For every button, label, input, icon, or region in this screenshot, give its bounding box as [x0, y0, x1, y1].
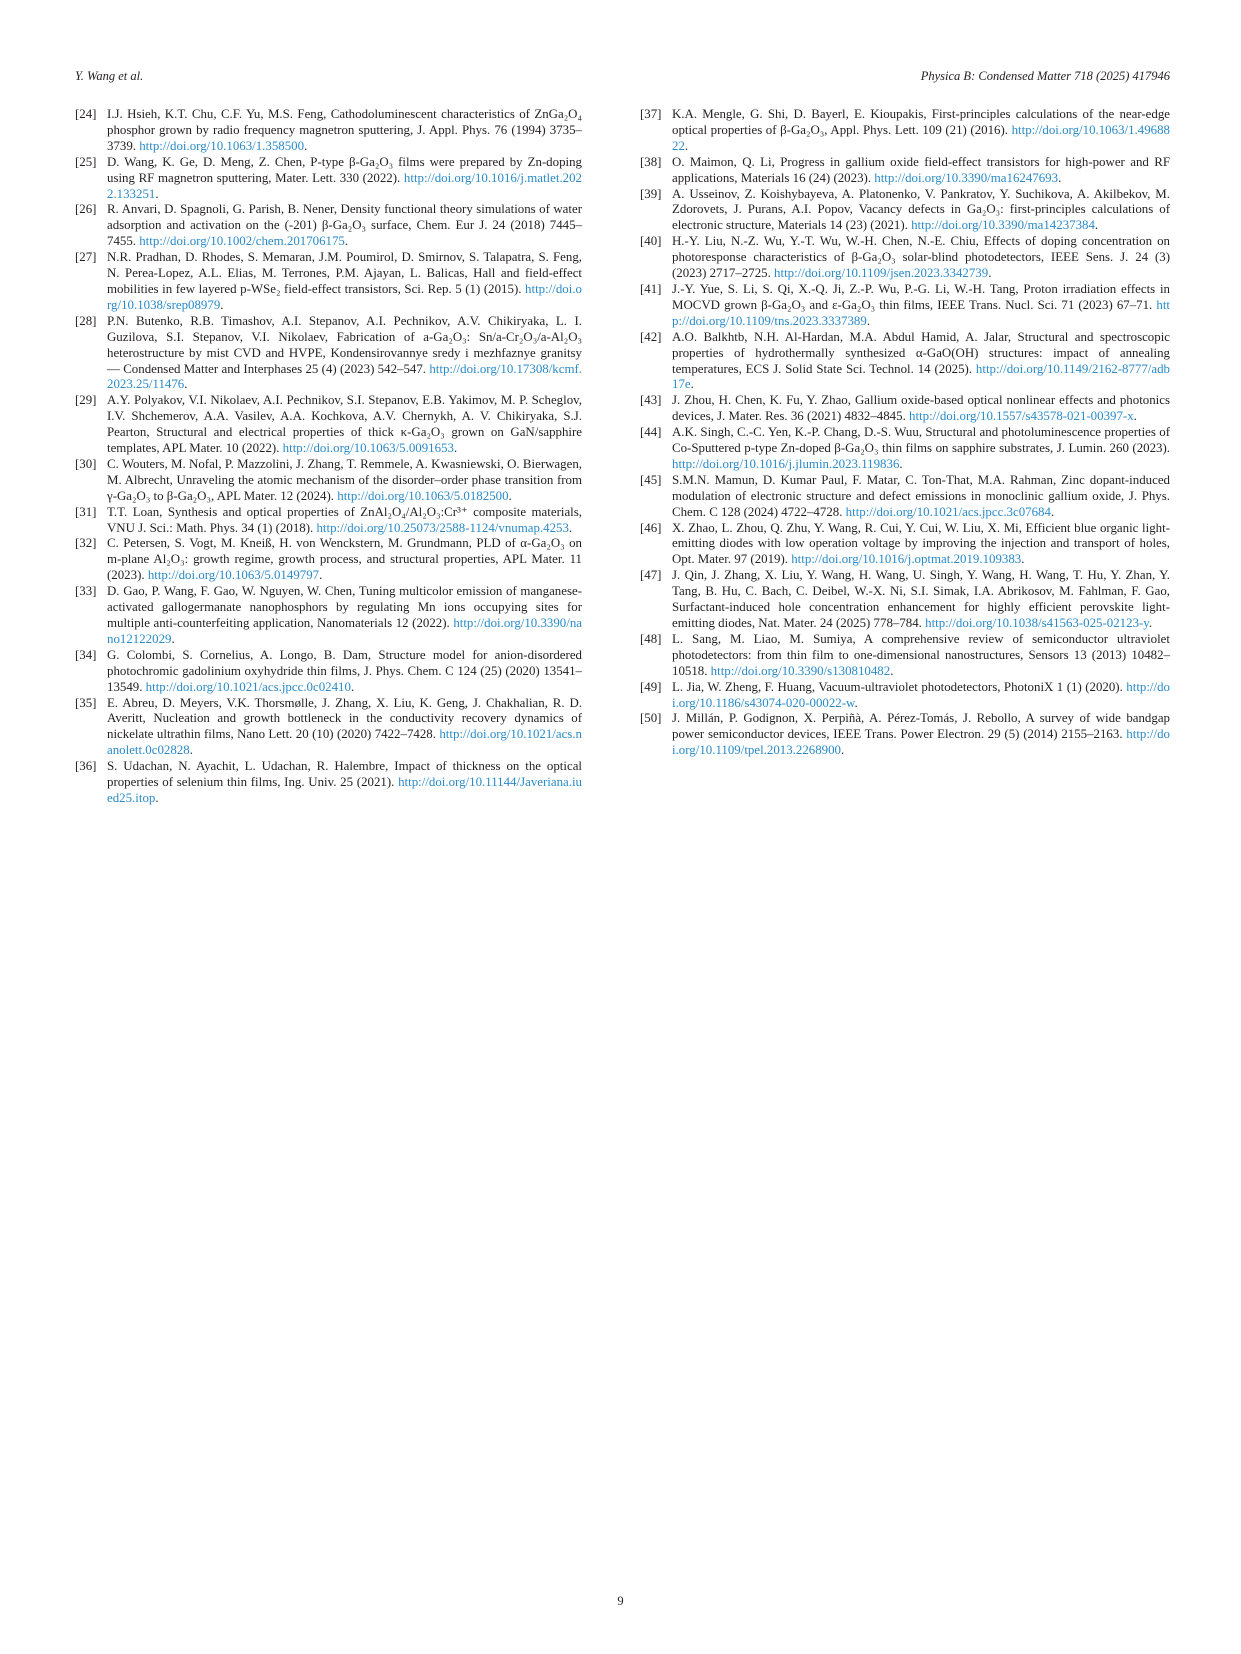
- reference-body: [672, 330, 1170, 394]
- reference-number: [32]: [75, 536, 97, 551]
- reference-body: [672, 234, 1170, 282]
- reference-text: L. Jia, W. Zheng, F. Huang, Vacuum-ultraviolet photodetectors, PhotoniX 1 (1) (2020).: [672, 679, 1127, 694]
- reference-item: [640, 155, 1170, 187]
- period: .: [220, 297, 224, 312]
- doi-link[interactable]: http://doi.org/10.3390/s130810482: [710, 663, 891, 678]
- period: .: [155, 790, 159, 805]
- doi-link[interactable]: http://doi.org/10.1038/srep08979: [107, 281, 582, 312]
- doi-link[interactable]: http://doi.org/10.1002/chem.201706175: [139, 234, 345, 249]
- doi-link[interactable]: http://doi.org/10.3390/ma14237384: [911, 218, 1095, 233]
- reference-text: J. Millán, P. Godignon, X. Perpiñà, A. Pérez-Tomás, J. Rebollo, A survey of wide bandgap power semiconductor devices, IEEE Trans. Power Electron. 29 (5) (2014) 2155–2163.: [672, 711, 1170, 742]
- reference-text: G. Colombi, S. Cornelius, A. Longo, B. Dam, Structure model for anion-disordered photochromic gadolinium oxyhydride thin films, J. Phys. Chem. C 124 (25) (2020) 13541–13549.: [107, 647, 582, 694]
- reference-number: [35]: [75, 695, 97, 710]
- reference-text: P.N. Butenko, R.B. Timashov, A.I. Stepanov, A.I. Pechnikov, A.V. Chikiryaka, L. I. Guzilova, S.I. Stepanov, V.I. Nikolaev, Fabrication of a-Ga₂O₃: Sn/a-Cr₂O₃/a-Al₂O₃ heterostructure by mist CVD and HVPE, Kondensirovannye sredy i mezhfaznye granitsy — Condensed Matter and Interphases 25 (4) (2023) 542–547.: [107, 313, 582, 376]
- reference-item: [75, 107, 582, 155]
- reference-body: [672, 680, 1170, 712]
- period: .: [304, 138, 308, 153]
- period: .: [1050, 504, 1055, 519]
- reference-text: S.M.N. Mamun, D. Kumar Paul, F. Matar, C. Ton-That, M.A. Rahman, Zinc dopant-induced modulation of electronic structure and defect emissions in monoclinic gallium oxide, J. Phys. Chem. C 128 (2024) 4722–4728.: [672, 472, 1170, 519]
- reference-number: [39]: [640, 186, 662, 201]
- reference-number: [43]: [640, 393, 662, 408]
- running-header-authors: Y. Wang et al.: [75, 69, 144, 83]
- doi-link[interactable]: http://doi.org/10.1063/1.4968822: [672, 122, 1170, 153]
- reference-body: [107, 314, 582, 394]
- reference-item: [640, 282, 1170, 330]
- reference-text: S. Udachan, N. Ayachit, L. Udachan, R. Halembre, Impact of thickness on the optical properties of selenium thin films, Ing. Univ. 25 (2021).: [107, 759, 582, 790]
- reference-body: [107, 107, 582, 155]
- reference-number: [44]: [640, 425, 662, 440]
- period: .: [841, 743, 845, 758]
- doi-link[interactable]: http://doi.org/10.1109/tns.2023.3337389: [672, 297, 1170, 328]
- reference-item: [640, 187, 1170, 235]
- reference-item: [640, 632, 1170, 680]
- doi-link[interactable]: http://doi.org/10.1063/5.0182500: [337, 488, 509, 503]
- reference-number: [36]: [75, 759, 97, 774]
- reference-text: A.K. Singh, C.-C. Yen, K.-P. Chang, D.-S. Wuu, Structural and photoluminescence properties of Co-Sputtered p-type Zn-doped β-Ga₂O₃ thin films on sapphire substrates, J. Lumin. 260 (2023).: [672, 425, 1170, 456]
- reference-body: [672, 632, 1170, 680]
- reference-item: [640, 425, 1170, 473]
- reference-item: [640, 568, 1170, 632]
- reference-text: X. Zhao, L. Zhou, Q. Zhu, Y. Wang, R. Cui, Y. Cui, W. Liu, X. Mi, Efficient blue organic light-emitting diodes with low operation voltage by improving the injection and transport of holes, Opt. Mater. 97 (2019).: [672, 520, 1170, 567]
- reference-text: A. Usseinov, Z. Koishybayeva, A. Platonenko, V. Pankratov, Y. Suchikova, A. Akilbekov, M. Zdorovets, J. Purans, A.I. Popov, Vacancy defects in Ga₂O₃: first-principles calculations of electronic structure, Materials 14 (23) (2021).: [672, 186, 1170, 233]
- period: .: [1021, 552, 1025, 567]
- period: .: [684, 138, 689, 153]
- reference-body: [107, 393, 582, 457]
- reference-number: [24]: [75, 107, 97, 121]
- reference-number: [49]: [640, 679, 662, 694]
- period: .: [171, 631, 175, 646]
- reference-number: [41]: [640, 281, 662, 296]
- reference-number: [42]: [640, 329, 662, 344]
- doi-link[interactable]: http://doi.org/10.25073/2588-1124/vnumap.4253: [316, 520, 569, 535]
- reference-body: [672, 568, 1170, 632]
- doi-link[interactable]: http://doi.org/10.1557/s43578-021-00397-x: [909, 409, 1134, 424]
- reference-text: D. Gao, P. Wang, F. Gao, W. Nguyen, W. Chen, Tuning multicolor emission of manganese-activated gallogermanate nanophosphors by regulating Mn ions occupying sites for multiple anti-counterfeiting application, Nanomaterials 12 (2022).: [107, 584, 582, 630]
- reference-number: [26]: [75, 202, 97, 217]
- reference-body: [107, 648, 582, 696]
- reference-body: [107, 536, 582, 584]
- reference-body: [672, 425, 1170, 473]
- doi-link[interactable]: http://doi.org/10.3390/ma16247693: [874, 170, 1059, 185]
- period: .: [866, 313, 871, 328]
- doi-link[interactable]: http://doi.org/10.1016/j.matlet.2022.133251: [107, 170, 582, 201]
- reference-number: [37]: [640, 107, 662, 121]
- reference-number: [31]: [75, 504, 97, 519]
- reference-text: C. Wouters, M. Nofal, P. Mazzolini, J. Zhang, T. Remmele, A. Kwasniewski, O. Bierwagen, M. Albrecht, Unraveling the atomic mechanism of the disorder–order phase transition from γ-Ga₂O₃ to β-Ga₂O₃, APL Mater. 12 (2024).: [107, 456, 582, 503]
- reference-number: [33]: [75, 584, 97, 599]
- reference-body: [107, 696, 582, 760]
- period: .: [184, 377, 188, 392]
- reference-number: [45]: [640, 472, 662, 487]
- reference-text: J. Qin, J. Zhang, X. Liu, Y. Wang, H. Wang, U. Singh, Y. Wang, H. Wang, T. Hu, Y. Zhan, Y. Tang, B. Hu, C. Bach, C. Deibel, W.-X. Ni, S.I. Simak, I.A. Abrikosov, M. Fahlman, F. Gao, Surfactant-induced hole concentration enhancement for highly efficient perovskite light-emitting diodes, Nat. Mater. 24 (2025) 778–784.: [672, 568, 1170, 630]
- reference-item: [75, 202, 582, 250]
- doi-link[interactable]: http://doi.org/10.1063/5.0091653: [282, 441, 454, 456]
- reference-item: [640, 473, 1170, 521]
- reference-text: O. Maimon, Q. Li, Progress in gallium oxide field-effect transistors for high-power and RF applications, Materials 16 (24) (2023).: [672, 154, 1170, 185]
- doi-link[interactable]: http://doi.org/10.1021/acs.jpcc.0c02410: [145, 679, 351, 694]
- reference-number: [29]: [75, 393, 97, 408]
- doi-link[interactable]: http://doi.org/10.1186/s43074-020-00022-w: [672, 679, 1170, 710]
- reference-item: [75, 505, 582, 537]
- doi-link[interactable]: http://doi.org/10.11144/Javeriana.iued25.itop: [107, 775, 582, 805]
- period: .: [1094, 218, 1099, 233]
- period: .: [1148, 616, 1153, 630]
- reference-item: [640, 680, 1170, 712]
- period: .: [568, 520, 573, 535]
- reference-item: [640, 521, 1170, 569]
- reference-body: [107, 457, 582, 505]
- reference-text: E. Abreu, D. Meyers, V.K. Thorsmølle, J. Zhang, X. Liu, K. Geng, J. Chakhalian, R. D. Averitt, Nucleation and growth bottleneck in the conductivity recovery dynamics of nickelate ultrathin films, Nano Lett. 20 (10) (2020) 7422–7428.: [107, 695, 582, 742]
- page-number: 9: [617, 1594, 624, 1608]
- period: .: [690, 377, 694, 392]
- reference-number: [50]: [640, 711, 662, 726]
- reference-text: A.O. Balkhtb, N.H. Al-Hardan, M.A. Abdul Hamid, A. Jalar, Structural and spectroscopic properties of hydrothermally synthesized α-GaO(OH) structures: impact of annealing temperatures, ECS J. Solid State Sci. Technol. 14 (2025).: [672, 329, 1170, 376]
- doi-link[interactable]: http://doi.org/10.1016/j.jlumin.2023.119836: [672, 456, 900, 471]
- reference-text: L. Sang, M. Liao, M. Sumiya, A comprehensive review of semiconductor ultraviolet photodetectors: from thin film to one-dimensional nanostructures, Sensors 13 (2013) 10482–10518.: [672, 631, 1170, 678]
- reference-item: [640, 107, 1170, 155]
- running-header-journal: Physica B: Condensed Matter 718 (2025) 417946: [920, 69, 1170, 83]
- reference-body: [672, 473, 1170, 521]
- reference-body: [672, 711, 1170, 759]
- reference-item: [75, 536, 582, 584]
- references-left-column: [75, 107, 582, 807]
- reference-body: [672, 521, 1170, 569]
- reference-number: [40]: [640, 234, 662, 249]
- period: .: [319, 568, 323, 583]
- reference-text: K.A. Mengle, G. Shi, D. Bayerl, E. Kioupakis, First-principles calculations of the near-edge optical properties of β-Ga₂O₃, Appl. Phys. Lett. 109 (21) (2016).: [672, 107, 1170, 137]
- reference-number: [47]: [640, 568, 662, 583]
- period: .: [189, 743, 193, 758]
- reference-item: [640, 711, 1170, 759]
- period: .: [1058, 170, 1062, 185]
- reference-text: C. Petersen, S. Vogt, M. Kneiß, H. von Wenckstern, M. Grundmann, PLD of α-Ga₂O₃ on m-plane Al₂O₃: growth regime, growth process, and structural properties, APL Mater. 11 (2023).: [107, 536, 582, 583]
- doi-link[interactable]: http://doi.org/10.1063/5.0149797: [147, 568, 320, 583]
- reference-item: [75, 250, 582, 314]
- reference-item: [75, 155, 582, 203]
- reference-body: [107, 759, 582, 807]
- reference-body: [672, 282, 1170, 330]
- reference-number: [25]: [75, 154, 97, 169]
- reference-item: [75, 584, 582, 648]
- doi-link[interactable]: http://doi.org/10.17308/kcmf.2023.25/11476: [107, 361, 582, 392]
- reference-item: [75, 696, 582, 760]
- reference-text: H.-Y. Liu, N.-Z. Wu, Y.-T. Wu, W.-H. Chen, N.-E. Chiu, Effects of doping concentration on photoresponse characteristics of β-Ga₂O₃ solar-blind photodetectors, IEEE Sens. J. 24 (3) (2023) 2717–2725.: [672, 234, 1170, 281]
- period: .: [890, 663, 894, 678]
- reference-text: D. Wang, K. Ge, D. Meng, Z. Chen, P-type β-Ga₂O₃ films were prepared by Zn-doping using RF magnetron sputtering, Mater. Lett. 330 (2022).: [107, 154, 582, 185]
- doi-link[interactable]: http://doi.org/10.1109/tpel.2013.2268900: [672, 727, 1170, 758]
- reference-item: [75, 648, 582, 696]
- reference-body: [672, 107, 1170, 155]
- period: .: [350, 679, 355, 694]
- period: .: [508, 488, 512, 503]
- doi-link[interactable]: http://doi.org/10.1109/jsen.2023.3342739: [774, 266, 989, 281]
- doi-link[interactable]: http://doi.org/10.1149/2162-8777/adb17e: [672, 361, 1170, 392]
- reference-number: [30]: [75, 456, 97, 471]
- reference-number: [34]: [75, 647, 97, 662]
- reference-number: [48]: [640, 631, 662, 646]
- doi-link[interactable]: http://doi.org/10.1063/1.358500: [139, 138, 305, 153]
- reference-text: T.T. Loan, Synthesis and optical properties of ZnAl₂O₄/Al₂O₃:Cr³⁺ composite materials, VNU J. Sci.: Math. Phys. 34 (1) (2018).: [107, 504, 582, 535]
- doi-link[interactable]: http://doi.org/10.1021/acs.nanolett.0c02828: [107, 727, 582, 758]
- reference-text: A.Y. Polyakov, V.I. Nikolaev, A.I. Pechnikov, S.I. Stepanov, E.B. Yakimov, M. P. Scheglov, I.V. Shchemerov, A.A. Vasilev, A.A. Kochkova, A.V. Chernykh, A. V. Chikiryaka, S.J. Pearton, Structural and electrical properties of thick κ-Ga₂O₃ grown on GaN/sapphire templates, APL Mater. 10 (2022).: [107, 393, 582, 456]
- reference-text: R. Anvari, D. Spagnoli, G. Parish, B. Nener, Density functional theory simulations of water adsorption and activation on the (-201) β-Ga₂O₃ surface, Chem. Eur J. 24 (2018) 7445–7455.: [107, 202, 582, 249]
- reference-item: [75, 314, 582, 394]
- reference-body: [107, 202, 582, 250]
- reference-item: [75, 457, 582, 505]
- doi-link[interactable]: http://doi.org/10.1038/s41563-025-02123-y: [925, 616, 1149, 630]
- doi-link[interactable]: http://doi.org/10.1016/j.optmat.2019.109383: [791, 552, 1022, 567]
- reference-item: [640, 393, 1170, 425]
- doi-link[interactable]: http://doi.org/10.1021/acs.jpcc.3c07684: [845, 504, 1051, 519]
- reference-body: [107, 505, 582, 537]
- reference-item: [75, 759, 582, 807]
- reference-item: [640, 330, 1170, 394]
- reference-body: [672, 187, 1170, 235]
- period: .: [854, 695, 858, 710]
- period: .: [344, 234, 349, 249]
- period: .: [155, 186, 159, 201]
- period: .: [899, 456, 903, 471]
- reference-number: [38]: [640, 154, 662, 169]
- period: .: [1133, 409, 1137, 424]
- reference-text: N.R. Pradhan, D. Rhodes, S. Memaran, J.M. Poumirol, D. Smirnov, S. Talapatra, S. Feng, N. Perea-Lopez, A.L. Elias, M. Terrones, P.M. Ajayan, L. Balicas, Hall and field-effect mobilities in few layered p-WSe₂ field-effect transistors, Sci. Rep. 5 (1) (2015).: [107, 250, 582, 296]
- reference-body: [672, 155, 1170, 187]
- reference-body: [672, 393, 1170, 425]
- reference-text: J.-Y. Yue, S. Li, S. Qi, X.-Q. Ji, Z.-P. Wu, P.-G. Li, W.-H. Tang, Proton irradiation effects in MOCVD grown β-Ga₂O₃ and ε-Ga₂O₃ thin films, IEEE Trans. Nucl. Sci. 71 (2023) 67–71.: [672, 281, 1170, 312]
- reference-text: J. Zhou, H. Chen, K. Fu, Y. Zhao, Gallium oxide-based optical nonlinear effects and photonics devices, J. Mater. Res. 36 (2021) 4832–4845.: [672, 393, 1170, 424]
- reference-item: [75, 393, 582, 457]
- reference-text: I.J. Hsieh, K.T. Chu, C.F. Yu, M.S. Feng, Cathodoluminescent characteristics of ZnGa₂O₄ phosphor grown by radio frequency magnetron sputtering, J. Appl. Phys. 76 (1994) 3735–3739.: [107, 107, 582, 153]
- reference-number: [27]: [75, 250, 97, 265]
- reference-body: [107, 155, 582, 203]
- references-right-column: [640, 107, 1170, 759]
- reference-number: [46]: [640, 520, 662, 535]
- reference-number: [28]: [75, 313, 97, 328]
- doi-link[interactable]: http://doi.org/10.3390/nano12122029: [107, 616, 582, 646]
- reference-body: [107, 584, 582, 648]
- reference-body: [107, 250, 582, 314]
- period: .: [988, 266, 992, 281]
- reference-item: [640, 234, 1170, 282]
- period: .: [453, 441, 458, 456]
